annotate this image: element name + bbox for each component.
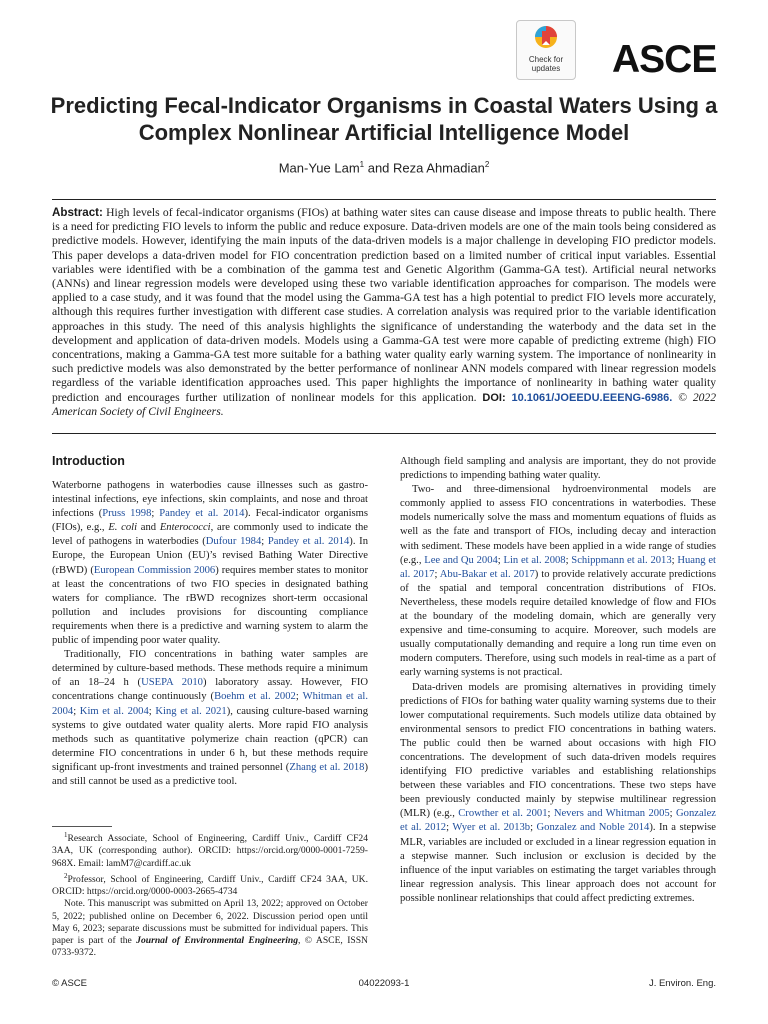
citation-link[interactable]: Crowther et al. 2001 — [458, 808, 548, 820]
badge-label: Check for updates — [528, 55, 564, 73]
citation-link[interactable]: Dufour 1984 — [205, 536, 262, 548]
paragraph: Data-driven models are promising alternatives in providing timely predictions of FIOs for bathing water quality warning systems due to their lower computational requirements. Such models utilize data obtained by environmental sensors to predict FIO concentrations in bathing waters. The public could then be warned about occasions with high FIO concentrations. The development of such data-driven models requires identifying FIO predictive variables and establishing relationships between these variables and FIO concentrations. These two steps have been previously conducted mainly by stepwise multilinear regression (MLR) (e.g., Crowther et al. 2001; Nevers and Whitman 2005; Gonzalez et al. 2012; Wyer et al. 2013b; Gonzalez and Noble 2014). In a stepwise MLR, variables are included or excluded in a linear regression equation in a stepwise manner. Such inclusion or exclusion is decided by the influence of the input variables on estimating the target variables through linear regression analysis. This linear approach does not account for possible nonlinear relationships that could affect predicting extremes. — [400, 681, 716, 904]
abstract-body: High levels of fecal-indicator organisms (FIOs) at bathing water sites can cause disease and impose threats to public health. There is a need for predicting FIO levels to inform the public and reduce exposure. Data-driven models are one of the main tools being considered as predictive models. However, identifying the main inputs of the data-driven models is a major challenge in developing FIO predictor models. This paper develops a data-driven model for FIO concentration prediction based on a limited number of critical input variables. Essential variables were identified with be a combination of the gamma test and Genetic Algorithm (Gamma-GA test). Artificial neural networks (ANNs) and linear regression models were developed using these two variable identification approaches for comparison. The models were applied to a case study, and it was found that the model using the Gamma-GA test has a high potential to predict FIO levels more accurately, although this requires further investigation with different case studies. A correlation analysis was required prior to the variable identification approaches in this study. The need of this analysis highlights the significance of understanding the waterbody and the data set in the development and application of data-driven models. Models using a Gamma-GA test were more capable of predicting extreme (high) FIO concentrations, making a Gamma-GA test more suitable for a bathing water quality early warning system. The importance of nonlinearity in such predictive models was also demonstrated by the better performance of nonlinear ANN models compared with linear regression models regardless of the variable identification approaches used. This paper highlights the importance of nonlinearity in bathing water quality prediction and encourages further utilization of nonlinear models for this application. — [52, 206, 716, 404]
copyright-notice: © 2022 American Society of Civil Engineers. — [52, 390, 717, 418]
footnote: $^1$Research Associate, School of Engineering, Cardiff Univ., Cardiff CF24 3AA, UK (corresponding author). ORCID: https://orcid.org/0000-0001-7259-968X. Email: lamM7@cardiff.ac.uk — [52, 831, 368, 869]
manuscript-note: Note. This manuscript was submitted on April 13, 2022; approved on October 5, 2022; published online on December 6, 2022. Discussion period open until May 6, 2023; separate discussions must be submitted for individual papers. This paper is part of the Journal of Environmental Engineering, © ASCE, ISSN 0733-9372. — [52, 898, 368, 959]
citation-link[interactable]: Boehm et al. 2002 — [214, 691, 296, 703]
section-heading-introduction: Introduction — [52, 454, 125, 468]
citation-link[interactable]: King et al. 2021 — [155, 705, 227, 717]
asce-logo — [612, 38, 718, 81]
abstract-bottom-rule — [52, 433, 716, 434]
abstract-top-rule — [52, 199, 716, 200]
citation-link[interactable]: USEPA 2010 — [141, 677, 203, 689]
citation-link[interactable]: Schippmann et al. 2013 — [571, 554, 672, 566]
doi-label: DOI: — [482, 391, 506, 404]
paragraph: Although field sampling and analysis are important, they do not provide predictions to impending bathing water quality. — [400, 456, 716, 482]
citation-link[interactable]: Pruss 1998 — [102, 508, 152, 520]
citation-link[interactable]: Pandey et al. 2014 — [159, 508, 245, 520]
citation-link[interactable]: Pandey et al. 2014 — [267, 536, 350, 548]
paragraph: Waterborne pathogens in waterbodies cause illnesses such as gastro-intestinal infections, eye infections, skin complaints, and nose and throat infections (Pruss 1998; Pandey et al. 2014). Fecal-indicator organisms (FIOs), e.g., E. coli and Enterococci, are commonly used to indicate the level of pathogens in waterbodies (Dufour 1984; Pandey et al. 2014). In Europe, the European Union (EU)’s revised Bathing Water Directive (rBWD) (European Commission 2006) requires member states to monitor at least the concentrations of two FIO species in designated bathing waters for compliance. The rBWD recognizes short-term occasional pollution and includes provisions for discounting compliance requirements when there is a predictive and warning system to alarm the public of impending poor water quality. — [52, 480, 369, 647]
citation-link[interactable]: Whitman et al. 2004 — [52, 691, 368, 717]
citation-link[interactable]: Zhang et al. 2018 — [289, 761, 365, 773]
footnote-rule — [52, 826, 112, 827]
paragraph: Two- and three-dimensional hydroenvironmental models are commonly applied to assess FIO concentrations in waterbodies. These models numerically solve the mass and momentum equations of fluids as well as the fate and transport of FIOs, including decay and interaction with sediment. These models have been applied in a wide range of studies (e.g., Lee and Qu 2004; Lin et al. 2008; Schippmann et al. 2013; Huang et al. 2017; Abu-Bakar et al. 2017) to provide relatively accurate predictions of the spatial and temporal concentration distributions of FIOs. Nevertheless, these models require detailed knowledge of flow and FIOs at the boundary of the modeling domain, which are generally very expensive and time-consuming to acquire. Moreover, such models are usually computationally demanding and require a long run time even on modern computers. Therefore, using such models in real-time as a part of early warning systems is not practical. — [400, 484, 716, 679]
paper-title: Predicting Fecal-Indicator Organisms in Coastal Waters Using a Complex Nonlinear Artificial Intelligence Model — [50, 93, 718, 145]
footer-article-number: 04022093-1 — [358, 978, 410, 989]
citation-link[interactable]: Lee and Qu 2004 — [424, 554, 498, 566]
citation-link[interactable]: European Commission 2006 — [93, 564, 216, 576]
citation-link[interactable]: Wyer et al. 2013b — [452, 822, 531, 834]
check-for-updates-badge[interactable] — [516, 20, 576, 80]
abstract-heading: Abstract: — [52, 206, 103, 219]
author-separator: and — [364, 160, 394, 176]
author-line — [40, 160, 728, 175]
citation-link[interactable]: Kim et al. 2004 — [79, 705, 149, 717]
author-name: Man-Yue Lam — [278, 160, 360, 176]
right-column — [400, 455, 716, 906]
citation-link[interactable]: Abu-Bakar et al. 2017 — [439, 568, 535, 580]
citation-link[interactable]: Huang et al. 2017 — [400, 554, 716, 580]
author-name: Reza Ahmadian — [393, 160, 485, 176]
bookmark-check-icon — [534, 25, 558, 53]
citation-link[interactable]: Nevers and Whitman 2005 — [553, 808, 670, 820]
doi-link[interactable]: 10.1061/JOEEDU.EEENG-6986. — [511, 391, 673, 404]
footer-journal: J. Environ. Eng. — [648, 978, 716, 989]
footnotes — [52, 829, 368, 959]
footnote: $^2$Professor, School of Engineering, Cardiff Univ., Cardiff CF24 3AA, UK. ORCID: https://orcid.org/0000-0003-2665-4734 — [52, 871, 368, 898]
affiliation-marker: 2 — [484, 160, 490, 169]
citation-link[interactable]: Lin et al. 2008 — [503, 554, 566, 566]
footer-copyright: © ASCE — [52, 978, 87, 989]
paragraph: Traditionally, FIO concentrations in bathing water samples are determined by culture-based methods. These methods require a minimum of an 18–24 h (USEPA 2010) laboratory assay. However, FIO concentrations change continuously (Boehm et al. 2002; Whitman et al. 2004; Kim et al. 2004; King et al. 2021), causing culture-based warning systems to give outdated water quality alerts. More rapid FIO analysis methods such as quantitative polymerize chain reaction (qPCR) can determine FIO concentrations in under 6 h, but these methods require significant up-front investments and trained personnel (Zhang et al. 2018) and still cannot be used as a predictive tool. — [52, 649, 369, 787]
asce-logo-text: ASCE — [612, 38, 717, 81]
abstract — [52, 206, 716, 419]
citation-link[interactable]: Gonzalez et al. 2012 — [400, 808, 716, 834]
left-column — [52, 454, 368, 789]
citation-link[interactable]: Gonzalez and Noble 2014 — [536, 822, 650, 834]
affiliation-marker: 1 — [359, 160, 365, 169]
page-footer — [52, 978, 716, 990]
